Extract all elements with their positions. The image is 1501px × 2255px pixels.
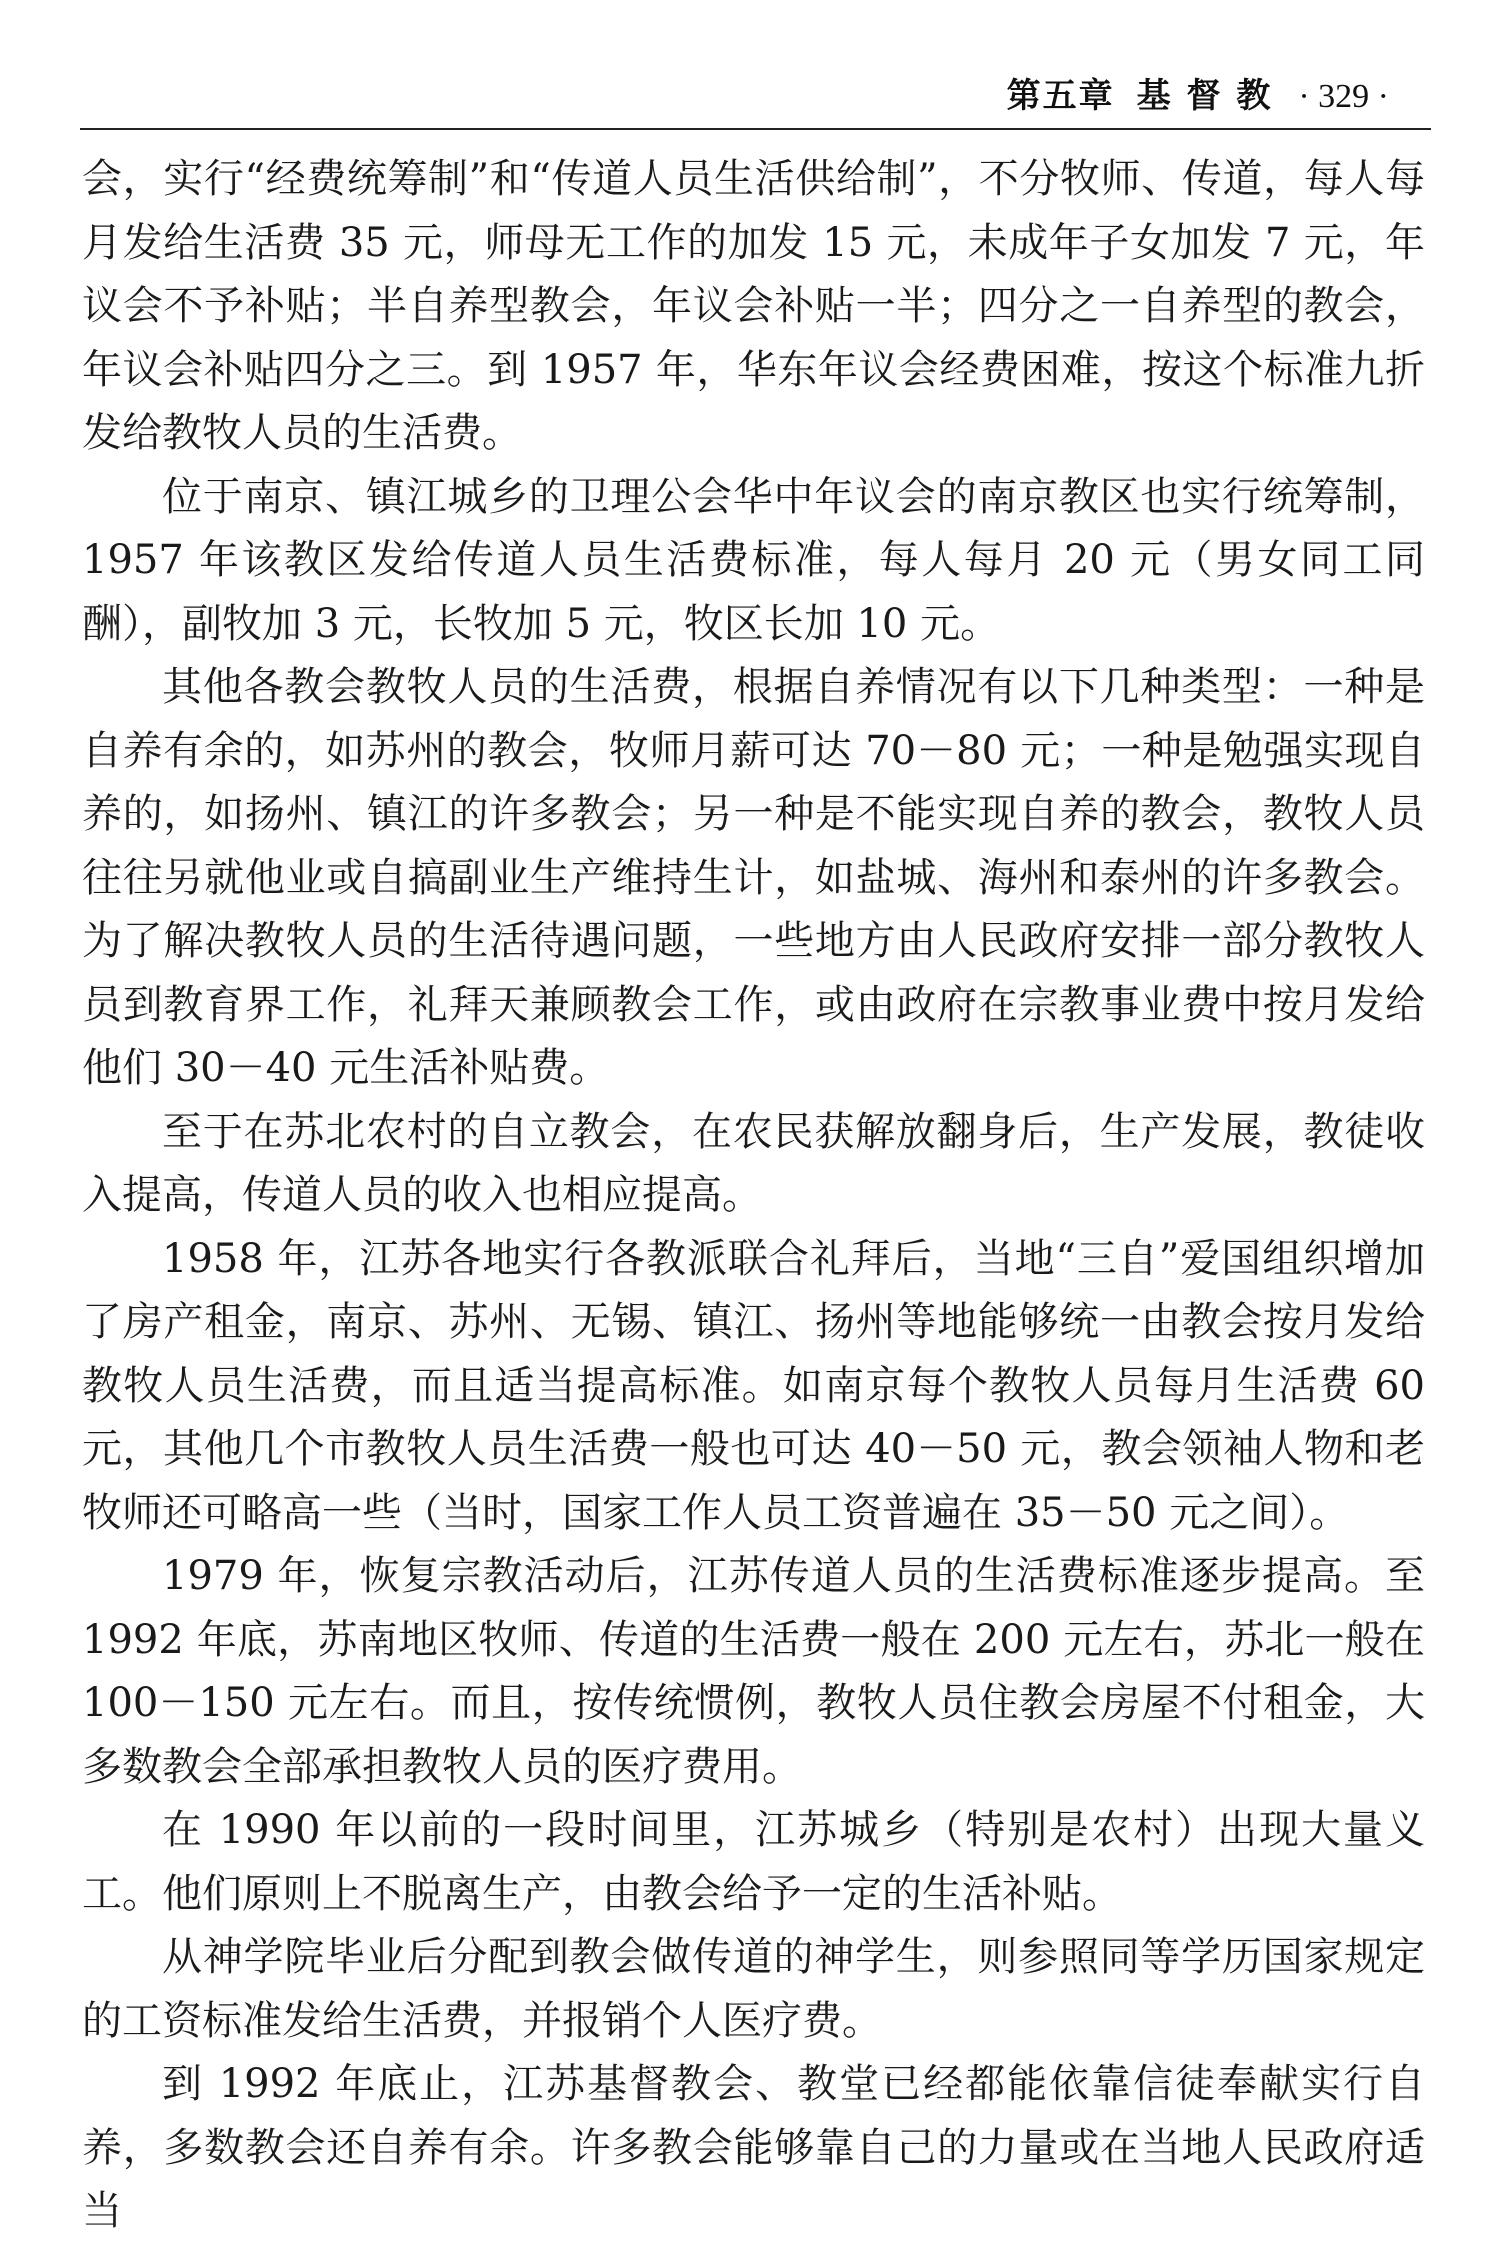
paragraph-2: 位于南京、镇江城乡的卫理公会华中年议会的南京教区也实行统筹制，1957 年该教区发给传道人员生活费标准，每人每月 20 元（男女同工同酬），副牧加 3 元，长牧加 5 元，牧区长加 10 元。 — [82, 473, 1425, 647]
paragraph-6: 1979 年，恢复宗教活动后，江苏传道人员的生活费标准逐步提高。至 1992 年底，苏南地区牧师、传道的生活费一般在 200 元左右，苏北一般在 100－150 元左右。而且，按传统惯例，教牧人员住教会房屋不付租金，大多数教会全部承担教牧人员的医疗费用。 — [82, 1553, 1425, 1790]
paragraph-5: 1958 年，江苏各地实行各教派联合礼拜后，当地“三自”爱国组织增加了房产租金，南京、苏州、无锡、镇江、扬州等地能够统一由教会按月发给教牧人员生活费，而且适当提高标准。如南京每个教牧人员每月生活费 60 元，其他几个市教牧人员生活费一般也可达 40－50 元，教会领袖人物和老牧师还可略高一些（当时，国家工作人员工资普遍在 35－50 元之间）。 — [82, 1235, 1425, 1536]
page-number: · 329 · — [1298, 78, 1389, 115]
paragraph-7: 在 1990 年以前的一段时间里，江苏城乡（特别是农村）出现大量义工。他们原则上不脱离生产，由教会给予一定的生活补贴。 — [82, 1807, 1425, 1917]
running-header — [1007, 68, 1389, 117]
paragraph-1: 会，实行“经费统筹制”和“传道人员生活供给制”，不分牧师、传道，每人每月发给生活费 35 元，师母无工作的加发 15 元，未成年子女加发 7 元，年议会不予补贴；半自养型教会，年议会补贴一半；四分之一自养型的教会，年议会补贴四分之三。到 1957 年，华东年议会经费困难，按这个标准九折发给教牧人员的生活费。 — [82, 156, 1425, 456]
chapter-label: 第五章 — [1006, 76, 1115, 116]
paragraph-8: 从神学院毕业后分配到教会做传道的神学生，则参照同等学历国家规定的工资标准发给生活费，并报销个人医疗费。 — [82, 1934, 1425, 2044]
paragraph-9: 到 1992 年底止，江苏基督教会、教堂已经都能依靠信徒奉献实行自养，多数教会还自养有余。许多教会能够靠自己的力量或在当地人民政府适当 — [82, 2061, 1425, 2234]
paragraph-4: 至于在苏北农村的自立教会，在农民获解放翻身后，生产发展，教徒收入提高，传道人员的收入也相应提高。 — [82, 1108, 1425, 1218]
section-title: 基 督 教 — [1136, 76, 1273, 116]
body-text — [82, 148, 1425, 2244]
paragraph-3: 其他各教会教牧人员的生活费，根据自养情况有以下几种类型：一种是自养有余的，如苏州的教会，牧师月薪可达 70－80 元；一种是勉强实现自养的，如扬州、镇江的许多教会；另一种是不能实现自养的教会，教牧人员往往另就他业或自搞副业生产维持生计，如盐城、海州和泰州的许多教会。为了解决教牧人员的生活待遇问题，一些地方由人民政府安排一部分教牧人员到教育界工作，礼拜天兼顾教会工作，或由政府在宗教事业费中按月发给他们 30－40 元生活补贴费。 — [82, 664, 1425, 1091]
header-rule — [80, 128, 1431, 130]
